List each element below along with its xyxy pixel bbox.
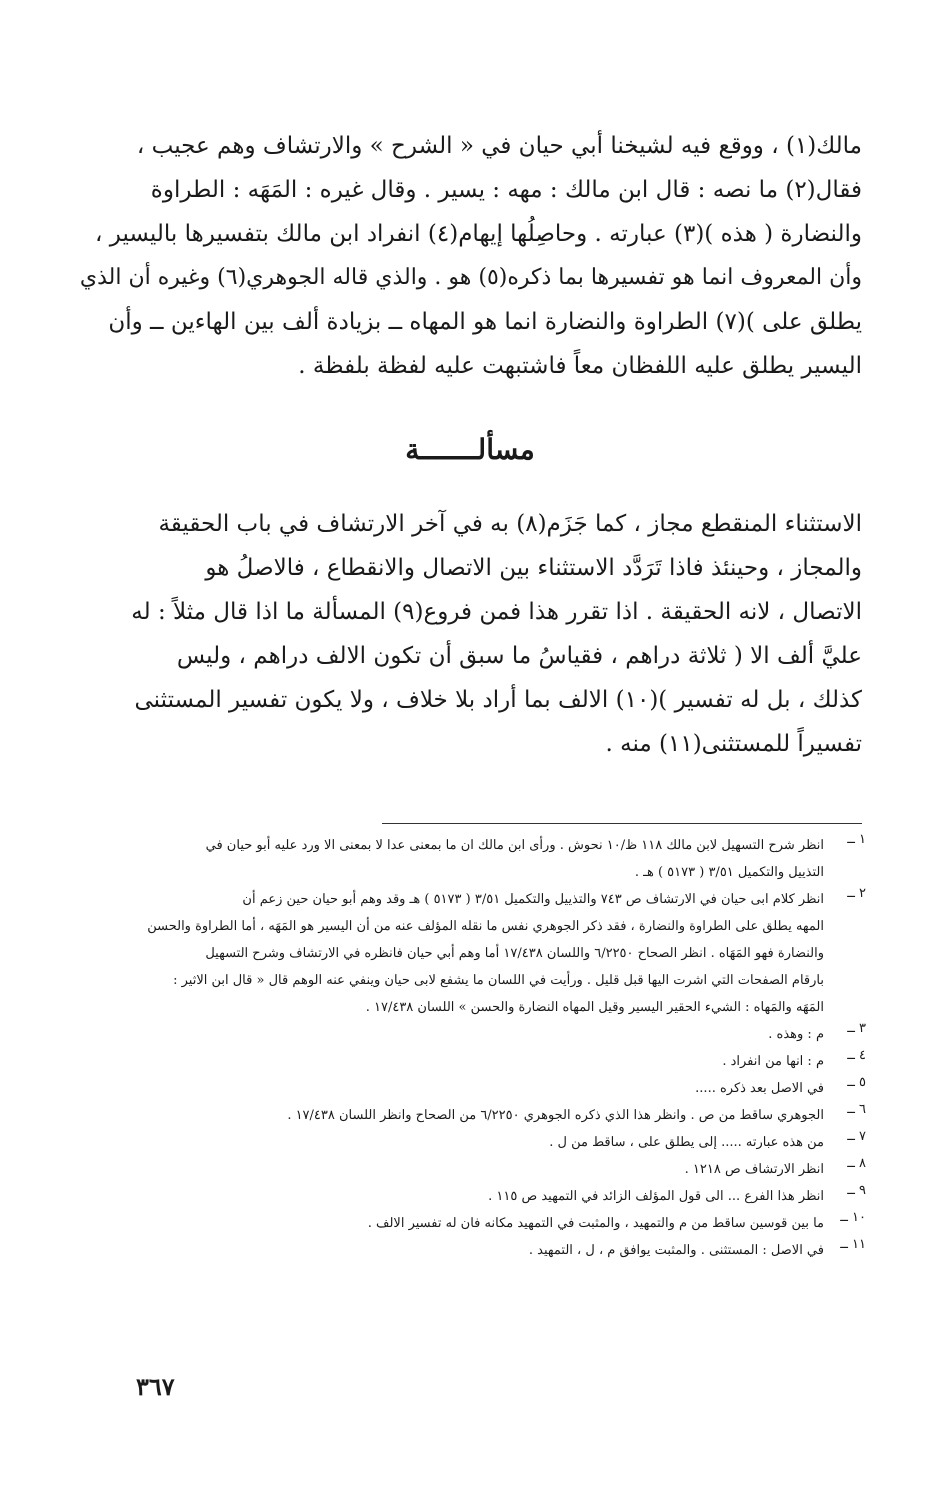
footnote-line: الجوهري ساقط من ص . وانظر هذا الذي ذكره الجوهري ٦/٢٢٥٠ من الصحاح وانظر اللسان ١٧/٤٣٨ .: [287, 1108, 824, 1123]
footnote-10: [76, 1210, 866, 1237]
page-number: ٣٦٧: [136, 1372, 175, 1401]
footnote-number: ١١ ــ: [840, 1237, 866, 1252]
footnote-line: التذييل والتكميل ٣/٥١ ( ٥١٧٣ ) هـ .: [634, 865, 824, 880]
footnote-number: ٤ ــ: [847, 1048, 866, 1063]
footnote-9: [76, 1183, 866, 1210]
footnote-line: م : انها من انفراد .: [722, 1054, 824, 1069]
footnote-line: انظر كلام ابى حيان في الارتشاف ص ٧٤٣ والتذييل والتكميل ٣/٥١ ( ٥١٧٣ ) هـ وقد وهم أبو حيان حين زعم أن: [242, 892, 824, 907]
footnote-line: المهه يطلق على الطراوة والنضارة ، فقد ذكر الجوهري نفس ما نقله المؤلف عنه من أن اليسير هو المَهَه ، أما الطراوة والحسن: [147, 919, 824, 934]
footnote-line: انظر شرح التسهيل لابن مالك ١١٨ ظ/١٠ نحوش . ورأى ابن مالك ان ما بمعنى عدا لا بمعنى الا ورد عليه أبو حيان في: [205, 838, 824, 853]
footnote-number: ١٠ ــ: [840, 1210, 866, 1225]
section-heading: مسألـــــــة: [405, 433, 535, 466]
text-line: والمجاز ، وحينئذ فاذا تَرَدَّد الاستثناء بين الاتصال والانقطاع ، فالاصلُ هو: [205, 555, 862, 581]
footnote-number: ٥ ــ: [847, 1075, 866, 1090]
footnote-number: ٦ ــ: [847, 1102, 866, 1117]
footnote-number: ٨ ــ: [847, 1156, 866, 1171]
footnote-4: [76, 1048, 866, 1075]
footnote-divider: [382, 823, 862, 824]
footnote-line: انظر هذا الفرع ... الى قول المؤلف الزائد في التمهيد ص ١١٥ .: [488, 1189, 824, 1204]
text-line: كذلك ، بل له تفسير )(١٠) الالف بما أراد بلا خلاف ، ولا يكون تفسير المستثنى: [134, 687, 862, 713]
footnote-line: ما بين قوسين ساقط من م والتمهيد ، والمثبت في التمهيد مكانه فان له تفسير الالف .: [367, 1216, 824, 1231]
footnote-6: [76, 1102, 866, 1129]
text-line: تفسيراً للمستثنى(١١) منه .: [605, 731, 862, 757]
footnote-line: انظر الارتشاف ص ١٢١٨ .: [684, 1162, 824, 1177]
footnote-line: من هذه عبارته ..... إلى يطلق على ، ساقط من ل .: [549, 1135, 824, 1150]
text-line: مالك(١) ، ووقع فيه لشيخنا أبي حيان في « الشرح » والارتشاف وهم عجيب ،: [136, 133, 862, 159]
text-line: الاستثناء المنقطع مجاز ، كما جَزَم(٨) به في آخر الارتشاف في باب الحقيقة: [158, 511, 862, 537]
footnotes: [76, 832, 866, 1264]
text-line: وأن المعروف انما هو تفسيرها بما ذكره(٥) هو . والذي قاله الجوهري(٦) وغيره أن الذي: [79, 265, 862, 290]
footnote-number: ٧ ــ: [847, 1129, 866, 1144]
footnote-number: ٢ ــ: [847, 886, 866, 901]
footnote-line: والنضارة فهو المَهَاه . انظر الصحاح ٦/٢٢٥٠ واللسان ١٧/٤٣٨ أما وهم أبي حيان فانظره في الارتشاف وشرح التسهيل: [205, 946, 824, 961]
footnote-line: م : وهذه .: [768, 1027, 824, 1042]
text-line: الاتصال ، لانه الحقيقة . اذا تقرر هذا فمن فروع(٩) المسألة ما اذا قال مثلاً : له: [131, 599, 862, 625]
text-line: فقال(٢) ما نصه : قال ابن مالك : مهه : يسير . وقال غيره : المَهَه : الطراوة: [150, 177, 862, 203]
footnote-8: [76, 1156, 866, 1183]
text-line: عليَّ ألف الا ( ثلاثة دراهم ، فقياسُ ما سبق أن تكون الالف دراهم ، وليس: [176, 643, 862, 669]
footnote-line: بارقام الصفحات التي اشرت اليها قبل قليل . ورأيت في اللسان ما يشفع لابى حيان وينفي عنه الوهم قال « قال ابن الاثير :: [173, 973, 824, 988]
text-line: اليسير يطلق عليه اللفظان معاً فاشتبهت عليه لفظة بلفظة .: [298, 353, 862, 379]
footnote-number: ٣ ــ: [847, 1021, 866, 1036]
footnote-3: [76, 1021, 866, 1048]
footnote-number: ٩ ــ: [847, 1183, 866, 1198]
footnote-line: في الاصل : المستثنى . والمثبت يوافق م ، ل ، التمهيد .: [528, 1243, 824, 1258]
main-paragraph-2: [72, 502, 862, 766]
footnote-line: المَهَه والمَهاه : الشيء الحقير اليسير وقيل المهاه النضارة والحسن » اللسان ١٧/٤٣٨ .: [365, 1000, 824, 1015]
footnote-line: في الاصل بعد ذكره .....: [695, 1081, 824, 1096]
footnote-11: [76, 1237, 866, 1264]
main-paragraph-1: [72, 124, 862, 388]
footnote-number: ١ ــ: [847, 832, 866, 847]
text-line: يطلق على )(٧) الطراوة والنضارة انما هو المهاه ــ بزيادة ألف بين الهاءين ــ وأن: [108, 309, 862, 335]
footnote-2: [76, 886, 866, 1021]
footnote-5: [76, 1075, 866, 1102]
footnote-7: [76, 1129, 866, 1156]
footnote-1: [76, 832, 866, 886]
text-line: والنضارة ( هذه )(٣) عبارته . وحاصِلُها إيهام(٤) انفراد ابن مالك بتفسيرها باليسير ،: [95, 221, 862, 247]
